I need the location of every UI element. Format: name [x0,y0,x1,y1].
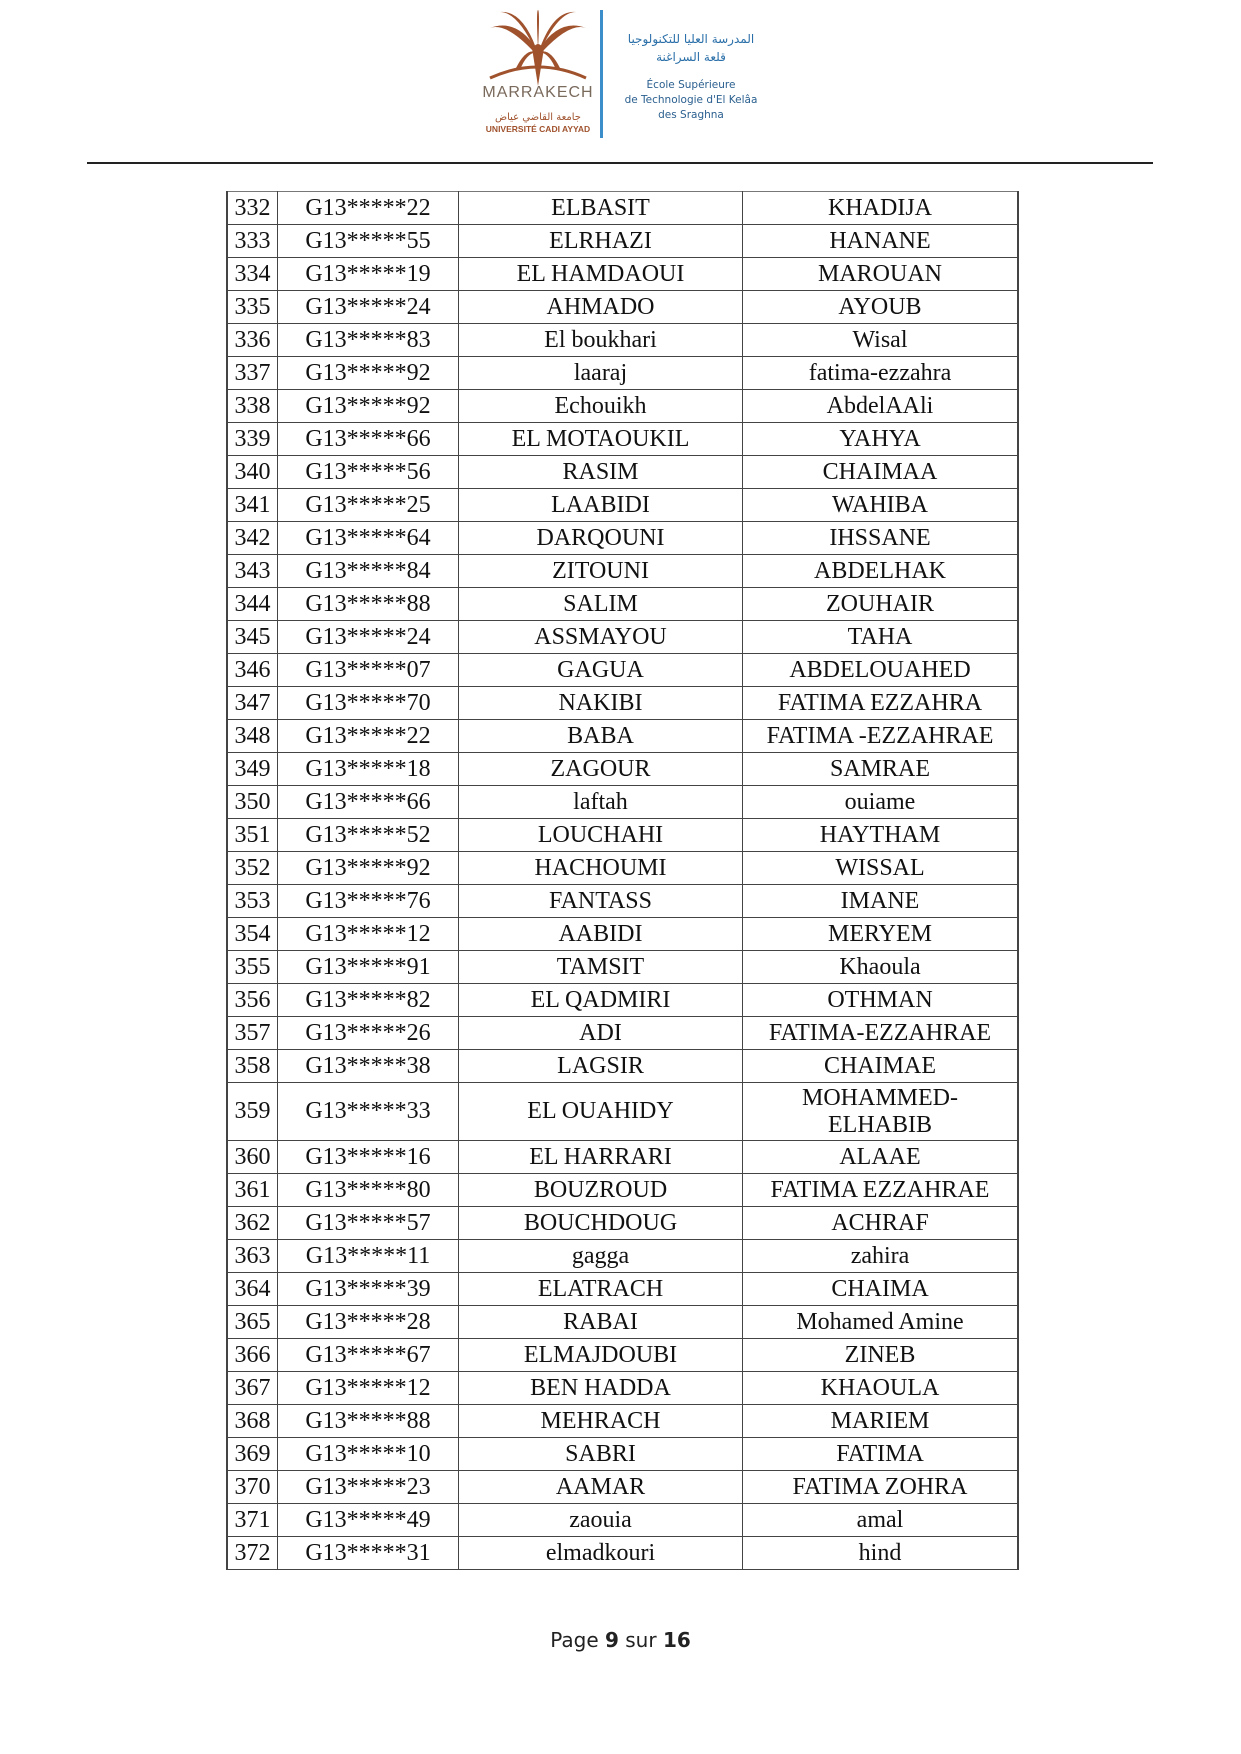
row-number-cell: 333 [227,225,278,258]
row-number-cell: 350 [227,786,278,819]
student-code-cell: G13*****92 [278,852,459,885]
student-code-cell: G13*****57 [278,1207,459,1240]
first-name-cell: FATIMA -EZZAHRAE [743,720,1019,753]
row-number-cell: 371 [227,1504,278,1537]
row-number-cell: 354 [227,918,278,951]
table-row [227,588,1018,621]
row-number-cell: 347 [227,687,278,720]
row-number-cell: 341 [227,489,278,522]
university-name-french: UNIVERSITÉ CADI AYYAD [485,124,591,134]
row-number-cell: 348 [227,720,278,753]
school-name-arabic-line2: قلعة السراغنة [656,50,726,64]
student-code-cell: G13*****66 [278,423,459,456]
first-name-cell: FATIMA EZZAHRAE [743,1174,1019,1207]
first-name-cell: KHADIJA [743,192,1019,225]
table-row [227,489,1018,522]
student-code-cell: G13*****64 [278,522,459,555]
first-name-cell: WAHIBA [743,489,1019,522]
table-row [227,654,1018,687]
first-name-cell: ACHRAF [743,1207,1019,1240]
first-name-cell: zahira [743,1240,1019,1273]
table-row [227,918,1018,951]
school-name-french-line3: des Sraghna [658,109,724,121]
table-row [227,687,1018,720]
table-row [227,258,1018,291]
student-code-cell: G13*****66 [278,786,459,819]
last-name-cell: AABIDI [459,918,743,951]
first-name-cell: MOHAMMED- ELHABIB [743,1083,1019,1141]
row-number-cell: 335 [227,291,278,324]
table-row [227,225,1018,258]
student-code-cell: G13*****92 [278,357,459,390]
last-name-cell: EL HARRARI [459,1141,743,1174]
first-name-cell: ZOUHAIR [743,588,1019,621]
first-name-cell: HAYTHAM [743,819,1019,852]
student-code-cell: G13*****92 [278,390,459,423]
first-name-cell: CHAIMAE [743,1050,1019,1083]
last-name-cell: EL QADMIRI [459,984,743,1017]
last-name-cell: elmadkouri [459,1537,743,1570]
student-code-cell: G13*****12 [278,1372,459,1405]
first-name-cell: HANANE [743,225,1019,258]
last-name-cell: SALIM [459,588,743,621]
student-code-cell: G13*****49 [278,1504,459,1537]
table-row [227,423,1018,456]
table-row [227,852,1018,885]
last-name-cell: BEN HADDA [459,1372,743,1405]
student-code-cell: G13*****84 [278,555,459,588]
first-name-cell: YAHYA [743,423,1019,456]
table-row [227,1339,1018,1372]
last-name-cell: LAABIDI [459,489,743,522]
row-number-cell: 344 [227,588,278,621]
last-name-cell: zaouia [459,1504,743,1537]
student-code-cell: G13*****33 [278,1083,459,1141]
table-row [227,1471,1018,1504]
first-name-cell: SAMRAE [743,753,1019,786]
palm-emblem-icon [486,8,590,86]
table-row [227,555,1018,588]
first-name-cell: Wisal [743,324,1019,357]
table-row [227,819,1018,852]
first-name-cell: AbdelAAli [743,390,1019,423]
first-name-cell: IHSSANE [743,522,1019,555]
last-name-cell: BABA [459,720,743,753]
last-name-cell: ZITOUNI [459,555,743,588]
student-code-cell: G13*****70 [278,687,459,720]
last-name-cell: DARQOUNI [459,522,743,555]
table-row [227,522,1018,555]
row-number-cell: 365 [227,1306,278,1339]
student-code-cell: G13*****55 [278,225,459,258]
first-name-cell: hind [743,1537,1019,1570]
last-name-cell: ELATRACH [459,1273,743,1306]
row-number-cell: 358 [227,1050,278,1083]
row-number-cell: 370 [227,1471,278,1504]
last-name-cell: HACHOUMI [459,852,743,885]
last-name-cell: EL OUAHIDY [459,1083,743,1141]
last-name-cell: NAKIBI [459,687,743,720]
last-name-cell: Echouikh [459,390,743,423]
row-number-cell: 334 [227,258,278,291]
first-name-cell: WISSAL [743,852,1019,885]
current-page-number: 9 [604,1628,619,1652]
first-name-cell: ABDELHAK [743,555,1019,588]
logo-city-name: MARRAKECH [482,84,594,101]
student-code-cell: G13*****52 [278,819,459,852]
last-name-cell: SABRI [459,1438,743,1471]
row-number-cell: 368 [227,1405,278,1438]
student-code-cell: G13*****26 [278,1017,459,1050]
table-row [227,720,1018,753]
row-number-cell: 353 [227,885,278,918]
student-code-cell: G13*****31 [278,1537,459,1570]
first-name-cell: CHAIMAA [743,456,1019,489]
table-row [227,390,1018,423]
last-name-cell: MEHRACH [459,1405,743,1438]
table-row [227,984,1018,1017]
row-number-cell: 361 [227,1174,278,1207]
row-number-cell: 336 [227,324,278,357]
school-name-french [606,78,776,123]
student-code-cell: G13*****67 [278,1339,459,1372]
row-number-cell: 360 [227,1141,278,1174]
last-name-cell: RABAI [459,1306,743,1339]
table-row [227,1207,1018,1240]
student-code-cell: G13*****56 [278,456,459,489]
school-name-french-line2: de Technologie d'El Kelâa [624,94,758,106]
students-table [226,191,1019,1570]
row-number-cell: 359 [227,1083,278,1141]
table-row [227,1372,1018,1405]
row-number-cell: 349 [227,753,278,786]
row-number-cell: 338 [227,390,278,423]
table-row [227,1405,1018,1438]
table-row [227,1273,1018,1306]
table-row [227,291,1018,324]
last-name-cell: gagga [459,1240,743,1273]
first-name-cell: ZINEB [743,1339,1019,1372]
logo-divider [600,10,603,138]
row-number-cell: 362 [227,1207,278,1240]
last-name-cell: LAGSIR [459,1050,743,1083]
first-name-cell: OTHMAN [743,984,1019,1017]
table-row [227,1050,1018,1083]
first-name-cell: ALAAE [743,1141,1019,1174]
first-name-cell: MARIEM [743,1405,1019,1438]
last-name-cell: ELMAJDOUBI [459,1339,743,1372]
first-name-cell: CHAIMA [743,1273,1019,1306]
last-name-cell: BOUZROUD [459,1174,743,1207]
table-row [227,1240,1018,1273]
first-name-cell: Khaoula [743,951,1019,984]
page-word: Page [550,1628,599,1652]
first-name-cell: IMANE [743,885,1019,918]
table-row [227,951,1018,984]
table-row [227,885,1018,918]
table-row [227,1083,1018,1141]
table-row [227,753,1018,786]
first-name-cell: KHAOULA [743,1372,1019,1405]
student-code-cell: G13*****23 [278,1471,459,1504]
table-row [227,1174,1018,1207]
last-name-cell: LOUCHAHI [459,819,743,852]
first-name-cell: MERYEM [743,918,1019,951]
university-logo [478,8,598,140]
last-name-cell: EL MOTAOUKIL [459,423,743,456]
table-row [227,357,1018,390]
row-number-cell: 339 [227,423,278,456]
row-number-cell: 351 [227,819,278,852]
total-pages-number: 16 [662,1628,691,1652]
first-name-cell: ouiame [743,786,1019,819]
row-number-cell: 346 [227,654,278,687]
first-name-cell: MAROUAN [743,258,1019,291]
row-number-cell: 369 [227,1438,278,1471]
row-number-cell: 337 [227,357,278,390]
last-name-cell: TAMSIT [459,951,743,984]
last-name-cell: laaraj [459,357,743,390]
row-number-cell: 372 [227,1537,278,1570]
header-divider-line [87,162,1153,164]
student-code-cell: G13*****12 [278,918,459,951]
student-code-cell: G13*****28 [278,1306,459,1339]
row-number-cell: 332 [227,192,278,225]
last-name-cell: BOUCHDOUG [459,1207,743,1240]
student-code-cell: G13*****22 [278,192,459,225]
table-row [227,324,1018,357]
student-code-cell: G13*****91 [278,951,459,984]
row-number-cell: 352 [227,852,278,885]
table-row [227,1537,1018,1570]
first-name-cell: fatima-ezzahra [743,357,1019,390]
row-number-cell: 340 [227,456,278,489]
row-number-cell: 364 [227,1273,278,1306]
row-number-cell: 356 [227,984,278,1017]
table-row [227,621,1018,654]
table-row [227,1438,1018,1471]
student-code-cell: G13*****25 [278,489,459,522]
student-code-cell: G13*****24 [278,291,459,324]
row-number-cell: 357 [227,1017,278,1050]
first-name-cell: FATIMA ZOHRA [743,1471,1019,1504]
student-code-cell: G13*****83 [278,324,459,357]
first-name-cell: amal [743,1504,1019,1537]
last-name-cell: AHMADO [459,291,743,324]
last-name-cell: ELBASIT [459,192,743,225]
first-name-cell: FATIMA-EZZAHRAE [743,1017,1019,1050]
row-number-cell: 363 [227,1240,278,1273]
student-code-cell: G13*****38 [278,1050,459,1083]
row-number-cell: 343 [227,555,278,588]
page-header [0,0,1241,165]
student-code-cell: G13*****19 [278,258,459,291]
school-name-block [606,30,776,123]
last-name-cell: AAMAR [459,1471,743,1504]
row-number-cell: 345 [227,621,278,654]
school-name-french-line1: École Supérieure [646,79,736,91]
page-footer [0,1628,1241,1652]
last-name-cell: ASSMAYOU [459,621,743,654]
table-row [227,1017,1018,1050]
student-code-cell: G13*****18 [278,753,459,786]
table-row [227,1504,1018,1537]
last-name-cell: ADI [459,1017,743,1050]
row-number-cell: 355 [227,951,278,984]
row-number-cell: 342 [227,522,278,555]
last-name-cell: FANTASS [459,885,743,918]
last-name-cell: ZAGOUR [459,753,743,786]
row-number-cell: 367 [227,1372,278,1405]
first-name-cell: ABDELOUAHED [743,654,1019,687]
table-row [227,456,1018,489]
last-name-cell: EL HAMDAOUI [459,258,743,291]
last-name-cell: laftah [459,786,743,819]
last-name-cell: GAGUA [459,654,743,687]
student-code-cell: G13*****76 [278,885,459,918]
table-row [227,1306,1018,1339]
school-name-arabic-line1: المدرسة العليا للتكنولوجيا [627,32,755,46]
student-code-cell: G13*****88 [278,588,459,621]
school-name-arabic [606,30,776,66]
table-row [227,786,1018,819]
first-name-cell: FATIMA EZZAHRA [743,687,1019,720]
student-code-cell: G13*****07 [278,654,459,687]
student-code-cell: G13*****10 [278,1438,459,1471]
first-name-cell: FATIMA [743,1438,1019,1471]
student-code-cell: G13*****22 [278,720,459,753]
row-number-cell: 366 [227,1339,278,1372]
last-name-cell: RASIM [459,456,743,489]
table-row [227,1141,1018,1174]
student-code-cell: G13*****82 [278,984,459,1017]
table-row [227,192,1018,225]
students-table-body [227,192,1018,1570]
university-name-arabic: جامعة القاضي عياض [494,112,581,123]
student-code-cell: G13*****39 [278,1273,459,1306]
first-name-cell: AYOUB [743,291,1019,324]
student-code-cell: G13*****80 [278,1174,459,1207]
sur-word: sur [625,1628,657,1652]
last-name-cell: El boukhari [459,324,743,357]
last-name-cell: ELRHAZI [459,225,743,258]
student-code-cell: G13*****24 [278,621,459,654]
first-name-cell: Mohamed Amine [743,1306,1019,1339]
student-code-cell: G13*****88 [278,1405,459,1438]
student-code-cell: G13*****11 [278,1240,459,1273]
student-code-cell: G13*****16 [278,1141,459,1174]
first-name-cell: TAHA [743,621,1019,654]
